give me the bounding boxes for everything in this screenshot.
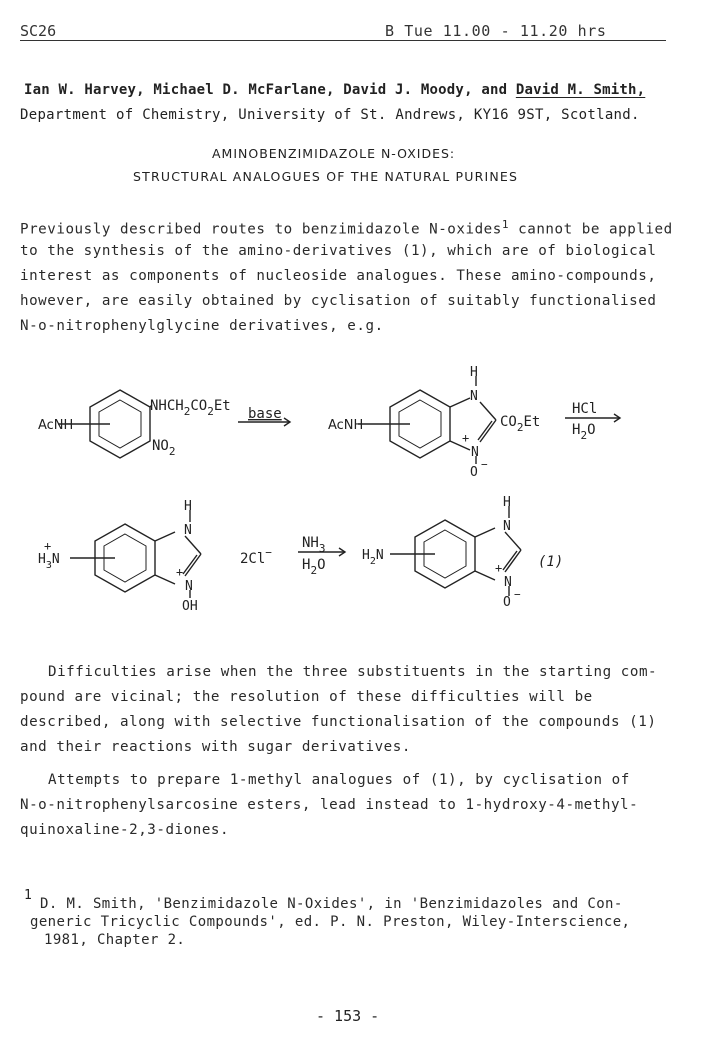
ester-group: $CO_2Et$ [500, 414, 541, 434]
reaction-scheme [0, 360, 704, 620]
reagent-ammonia: $NH_3$ [302, 535, 326, 555]
negative-charge: − [514, 588, 521, 601]
footnote-line-2: generic Tricyclic Compounds', ed. P. N. Preston, Wiley-Interscience, [30, 914, 631, 930]
session-time: B Tue 11.00 - 11.20 hrs [385, 22, 607, 40]
oxygen-atom: O [503, 595, 511, 610]
title-line-1: AMINOBENZIMIDAZOLE N-OXIDES: [212, 146, 456, 161]
header-rule [20, 40, 666, 41]
paragraph-1-line-3: interest as components of nucleoside analogues. These amino-compounds, [20, 268, 657, 284]
nitrogen-atom: N [471, 445, 479, 460]
paragraph-3-line-2: N-o-nitrophenylsarcosine esters, lead instead to 1-hydroxy-4-methyl- [20, 797, 639, 813]
n-hydrogen: H [503, 495, 511, 510]
paragraph-1-line-5: N-o-nitrophenylglycine derivatives, e.g. [20, 318, 384, 334]
nitrogen-atom: N [503, 519, 511, 534]
paragraph-2-line-2: pound are vicinal; the resolution of these difficulties will be [20, 689, 593, 705]
paragraph-1-line-4: however, are easily obtained by cyclisation of suitably functionalised [20, 293, 657, 309]
compound-label: (1) [538, 554, 564, 570]
n-hydrogen: H [184, 499, 192, 514]
acetamido-group: AcNH [38, 418, 74, 433]
presenting-author: David M. Smith, [515, 82, 646, 98]
paragraph-1-line-1 [20, 218, 673, 238]
text-run: cannot be applied [509, 221, 673, 238]
negative-charge: − [481, 458, 488, 471]
page-number: - 153 - [316, 1007, 380, 1025]
nitro-group: $NO_2$ [152, 438, 176, 458]
footnote-mark: 1 [24, 888, 32, 903]
paragraph-2-line-3: described, along with selective functionalisation of the compounds (1) [20, 714, 657, 730]
footnote-line-1: D. M. Smith, 'Benzimidazole N-Oxides', in 'Benzimidazoles and Con- [40, 896, 623, 912]
nitrogen-atom: N [504, 575, 512, 590]
acetamido-group: AcNH [328, 418, 364, 433]
reagent-water: $H_2O$ [302, 557, 326, 577]
author-names: Ian W. Harvey, Michael D. McFarlane, David J. Moody, and [24, 82, 516, 98]
positive-charge: + [176, 565, 184, 579]
text-run: Previously described routes to benzimidazole N-oxides [20, 221, 502, 238]
positive-charge: + [495, 561, 503, 575]
paragraph-3-line-1: Attempts to prepare 1-methyl analogues of (1), by cyclisation of [48, 772, 630, 788]
reagent-hcl: HCl [572, 401, 598, 417]
title-line-2: STRUCTURAL ANALOGUES OF THE NATURAL PURINES [133, 169, 519, 184]
footnote-line-3: 1981, Chapter 2. [44, 932, 186, 948]
oxygen-atom: O [470, 465, 478, 480]
n-hydrogen: H [470, 365, 478, 380]
reagent-water: $H_2O$ [572, 422, 596, 442]
glycine-ester-group: $NHCH_2CO_2Et$ [150, 398, 231, 418]
hydroxy-group: OH [182, 599, 198, 614]
paragraph-3-line-3: quinoxaline-2,3-diones. [20, 822, 230, 838]
nitrogen-atom: N [184, 523, 192, 538]
amino-group: $H_2N$ [362, 548, 384, 567]
paragraph-2-line-1: Difficulties arise when the three substituents in the starting com- [48, 664, 658, 680]
paragraph-2-line-4: and their reactions with sugar derivatives. [20, 739, 411, 755]
affiliation: Department of Chemistry, University of St. Andrews, KY16 9ST, Scotland. [20, 107, 640, 123]
arrow-label-base: base [248, 406, 282, 422]
ammonium-group: $H_3N$ [38, 552, 60, 571]
positive-charge: + [44, 539, 52, 553]
reference-mark: 1 [501, 218, 510, 231]
paragraph-1-line-2: to the synthesis of the amino-derivatives (1), which are of biological [20, 243, 657, 259]
nitrogen-atom: N [185, 579, 193, 594]
positive-charge: + [462, 431, 470, 445]
author-list [24, 82, 645, 98]
abstract-code: SC26 [20, 22, 57, 40]
chloride-counterion: 2Cl− [240, 546, 272, 567]
nitrogen-atom: N [470, 389, 478, 404]
